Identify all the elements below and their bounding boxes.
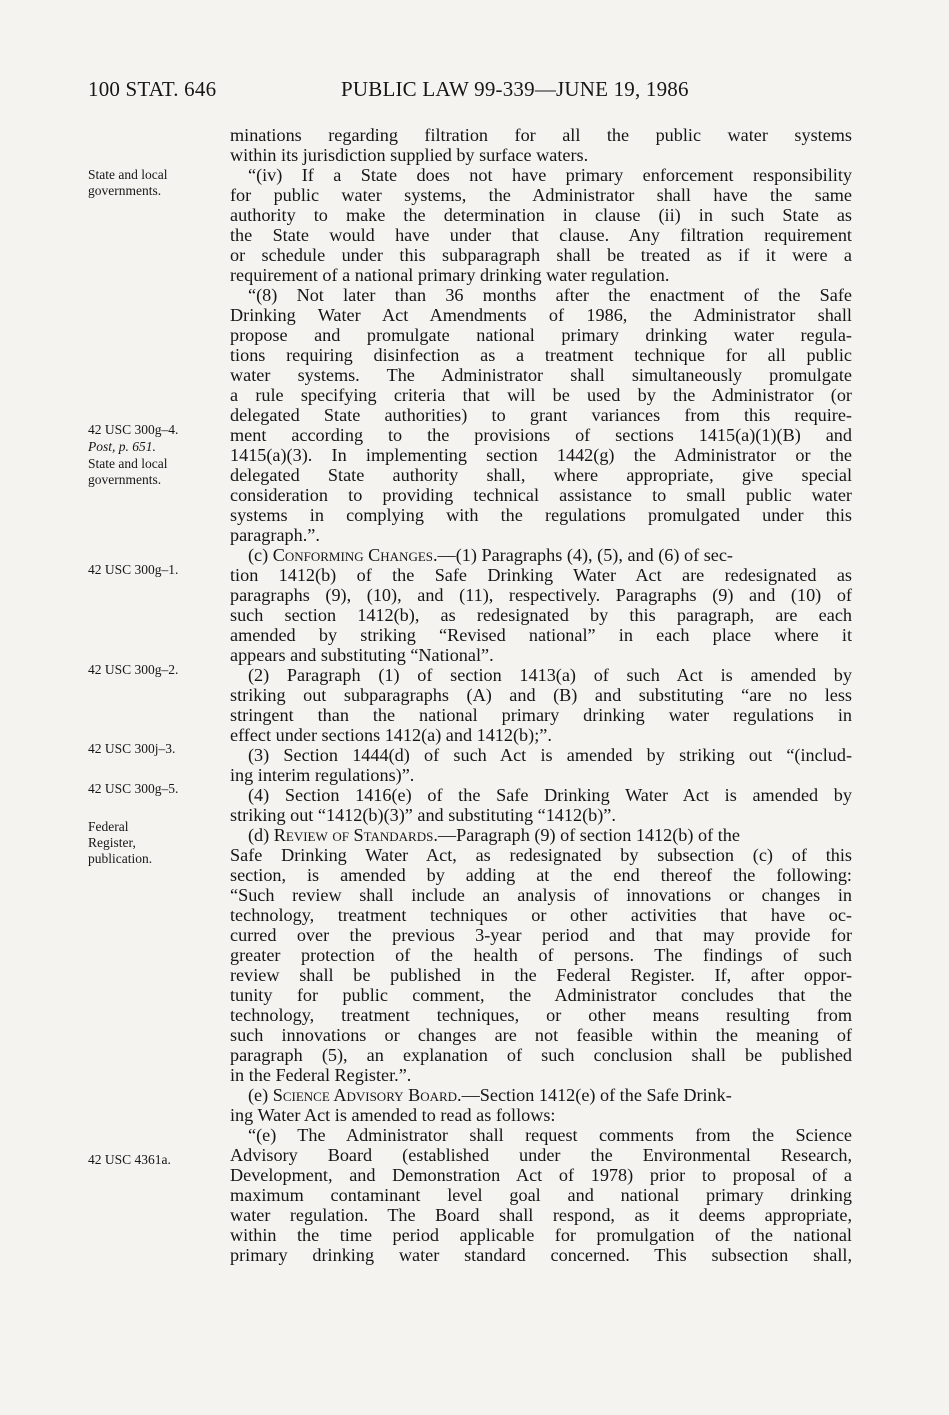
margin-note: 42 USC 300j–3. [88,741,176,756]
text-line: Development, and Demonstration Act of 1978) prior to proposal of a [230,1165,852,1185]
text-line: such innovations or changes are not feasible within the meaning of [230,1025,852,1045]
text-line: section, is amended by adding at the end thereof the following: [230,865,852,885]
text-line: ing Water Act is amended to read as follows: [230,1105,556,1125]
text-line: authority to make the determination in clause (ii) in such State as [230,205,852,225]
text-line: paragraph (5), an explanation of such conclusion shall be published [230,1045,852,1065]
text-line: primary drinking water standard concerned. This subsection shall, [230,1245,852,1265]
text-line: Safe Drinking Water Act, as redesignated by subsection (c) of this [230,845,852,865]
margin-note: 42 USC 4361a. [88,1152,171,1167]
text-line: paragraph.”. [230,525,320,545]
margin-note: State and local governments. [88,456,168,487]
text-line: (3) Section 1444(d) of such Act is amended by striking out “(includ- [248,745,852,765]
text-line: minations regarding filtration for all the public water systems [230,125,852,145]
subsection-heading: Science Advisory Board [272,1085,458,1105]
margin-note: Federal Register, publication. [88,819,153,866]
subsection-heading: Conforming Changes [272,545,433,565]
text-line: propose and promulgate national primary drinking water regula- [230,325,852,345]
text-line: effect under sections 1412(a) and 1412(b);”. [230,725,552,745]
page-title: PUBLIC LAW 99-339—JUNE 19, 1986 [341,77,689,101]
text-line: stringent than the national primary drinking water regulations in [230,705,852,725]
text-line: tions requiring disinfection as a treatment technique for all public [230,345,852,365]
margin-note: Post, p. 651. [88,439,156,454]
margin-note: 42 USC 300g–1. [88,562,179,577]
text-line: curred over the previous 3-year period and that may provide for [230,925,852,945]
margin-note: 42 USC 300g–4. [88,422,179,437]
text-line: in the Federal Register.”. [230,1065,412,1085]
subsection-heading: Review of Standards [273,825,434,845]
text-line: maximum contaminant level goal and national primary drinking [230,1185,852,1205]
text-line: water regulation. The Board shall respond, as it deems appropriate, [230,1205,852,1225]
text-line: technology, treatment techniques, or other means resulting from [230,1005,852,1025]
text-line: or schedule under this subparagraph shall be treated as if it were a [230,245,852,265]
margin-note: 42 USC 300g–2. [88,662,179,677]
subsection-text: .—(1) Paragraphs (4), (5), and (6) of sec- [433,545,733,565]
text-line: striking out subparagraphs (A) and (B) and substituting “are no less [230,685,852,705]
subsection-label: (c) [248,545,273,565]
text-line: such section 1412(b), as redesignated by this paragraph, are each [230,605,852,625]
text-line: “Such review shall include an analysis of innovations or changes in [230,885,852,905]
text-line: the State would have under that clause. Any filtration requirement [230,225,852,245]
text-line: (2) Paragraph (1) of section 1413(a) of such Act is amended by [248,665,852,685]
margin-note: 42 USC 300g–5. [88,781,179,796]
text-line: greater protection of the health of persons. The findings of such [230,945,852,965]
text-line: “(iv) If a State does not have primary enforcement responsibility [248,165,852,185]
text-line: water systems. The Administrator shall simultaneously promulgate [230,365,852,385]
text-line [248,825,852,845]
text-line: requirement of a national primary drinking water regulation. [230,265,670,285]
margin-note: State and local governments. [88,167,168,198]
text-line: Drinking Water Act Amendments of 1986, the Administrator shall [230,305,852,325]
text-line: technology, treatment techniques or other activities that have oc- [230,905,852,925]
text-line [248,545,852,565]
subsection-label: (e) [248,1085,273,1105]
text-line: tunity for public comment, the Administrator concludes that the [230,985,852,1005]
text-line: within its jurisdiction supplied by surface waters. [230,145,589,165]
text-line: tion 1412(b) of the Safe Drinking Water Act are redesignated as [230,565,852,585]
text-line: “(e) The Administrator shall request comments from the Science [248,1125,852,1145]
text-line: amended by striking “Revised national” in each place where it [230,625,852,645]
text-line: Advisory Board (established under the Environmental Research, [230,1145,852,1165]
page-header [88,77,858,107]
text-line: delegated State authorities) to grant variances from this require- [230,405,852,425]
text-line: delegated State authority shall, where appropriate, give special [230,465,852,485]
subsection-text: .—Section 1412(e) of the Safe Drink- [457,1085,732,1105]
text-line: ing interim regulations)”. [230,765,415,785]
text-line: systems in complying with the regulations promulgated under this [230,505,852,525]
text-line: ment according to the provisions of sections 1415(a)(1)(B) and [230,425,852,445]
text-line: striking out “1412(b)(3)” and substituting “1412(b)”. [230,805,616,825]
text-line: 1415(a)(3). In implementing section 1442(g) the Administrator or the [230,445,852,465]
text-line: within the time period applicable for promulgation of the national [230,1225,852,1245]
text-line: (4) Section 1416(e) of the Safe Drinking Water Act is amended by [248,785,852,805]
text-line [248,1085,852,1105]
subsection-label: (d) [248,825,274,845]
statute-reference: 100 STAT. 646 [88,77,217,101]
text-line: a rule specifying criteria that will be used by the Administrator (or [230,385,852,405]
text-line: appears and substituting “National”. [230,645,494,665]
subsection-text: .—Paragraph (9) of section 1412(b) of the [433,825,740,845]
text-line: consideration to providing technical assistance to small public water [230,485,852,505]
text-line: review shall be published in the Federal Register. If, after oppor- [230,965,852,985]
text-line: for public water systems, the Administrator shall have the same [230,185,852,205]
text-line: paragraphs (9), (10), and (11), respectively. Paragraphs (9) and (10) of [230,585,852,605]
text-line: “(8) Not later than 36 months after the enactment of the Safe [248,285,852,305]
